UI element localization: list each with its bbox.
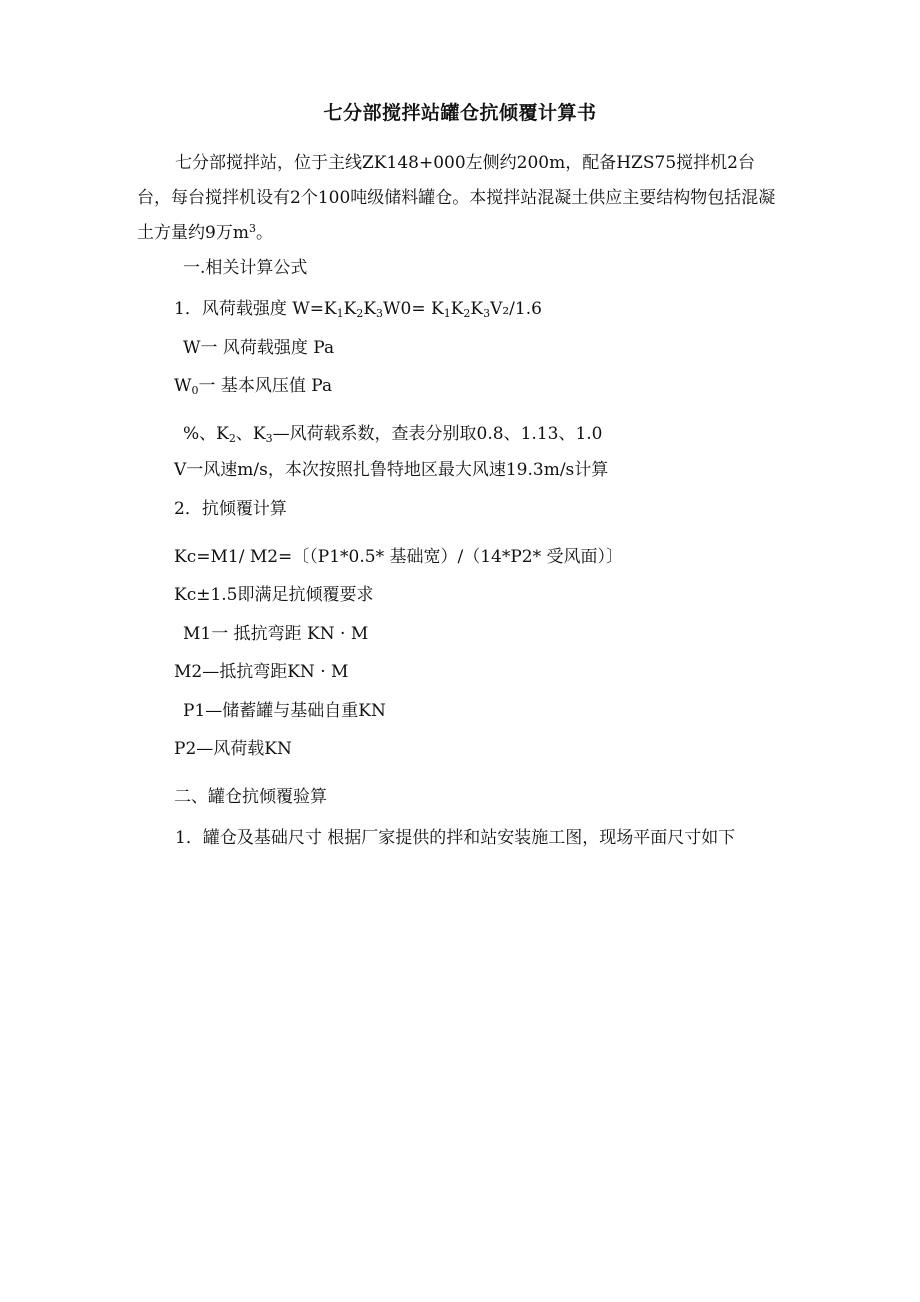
p1-definition: P1—储蓄罐与基础自重KN — [183, 701, 386, 721]
k-definition: %、$K_2$、$K_3—$风荷载系数，查表分别取0.8、1.13、1.0 — [183, 424, 603, 445]
intro-text: 七分部搅拌站，位于主线ZK148+000左侧约200m，配备HZS75搅拌机2台台，每台搅拌机设有2个100吨级储料罐仓。本搅拌站混凝土供应主要结构物包括混凝土方量约9万m — [137, 153, 776, 243]
section1-heading: 一.相关计算公式 — [183, 258, 308, 278]
item2-heading: 2．抗倾覆计算 — [174, 499, 287, 519]
w0-definition: $W_0$一 基本风压值 Pa — [174, 376, 333, 397]
intro-paragraph — [137, 146, 777, 251]
intro-superscript: 3 — [248, 222, 256, 235]
m2-definition: M2—抵抗弯距KN · M — [174, 662, 349, 682]
formula-wind-load: 1．风荷载强度 $W=K_1K_2K_3W0= K_1K_2K_3V_2/1.6$ — [174, 299, 542, 320]
p2-definition: P2—风荷载KN — [174, 739, 292, 759]
intro-end: 。 — [255, 223, 273, 243]
kc-formula: Kc=M1/ M2=〔（P1*0.5* 基础宽）/（14*P2* 受风面）〕 — [174, 547, 623, 567]
section2-heading: 二、罐仓抗倾覆验算 — [174, 787, 327, 807]
v-definition: V一风速m/s，本次按照扎鲁特地区最大风速19.3m/s计算 — [174, 460, 609, 480]
document-title: 七分部搅拌站罐仓抗倾覆计算书 — [323, 102, 597, 124]
kc-requirement: Kc±1.5即满足抗倾覆要求 — [174, 585, 374, 605]
item3-paragraph: 1．罐仓及基础尺寸 根据厂家提供的拌和站安装施工图，现场平面尺寸如下 — [175, 828, 736, 848]
m1-definition: M1一 抵抗弯距 KN · M — [183, 624, 369, 644]
w-definition: W一 风荷载强度 Pa — [183, 338, 335, 358]
